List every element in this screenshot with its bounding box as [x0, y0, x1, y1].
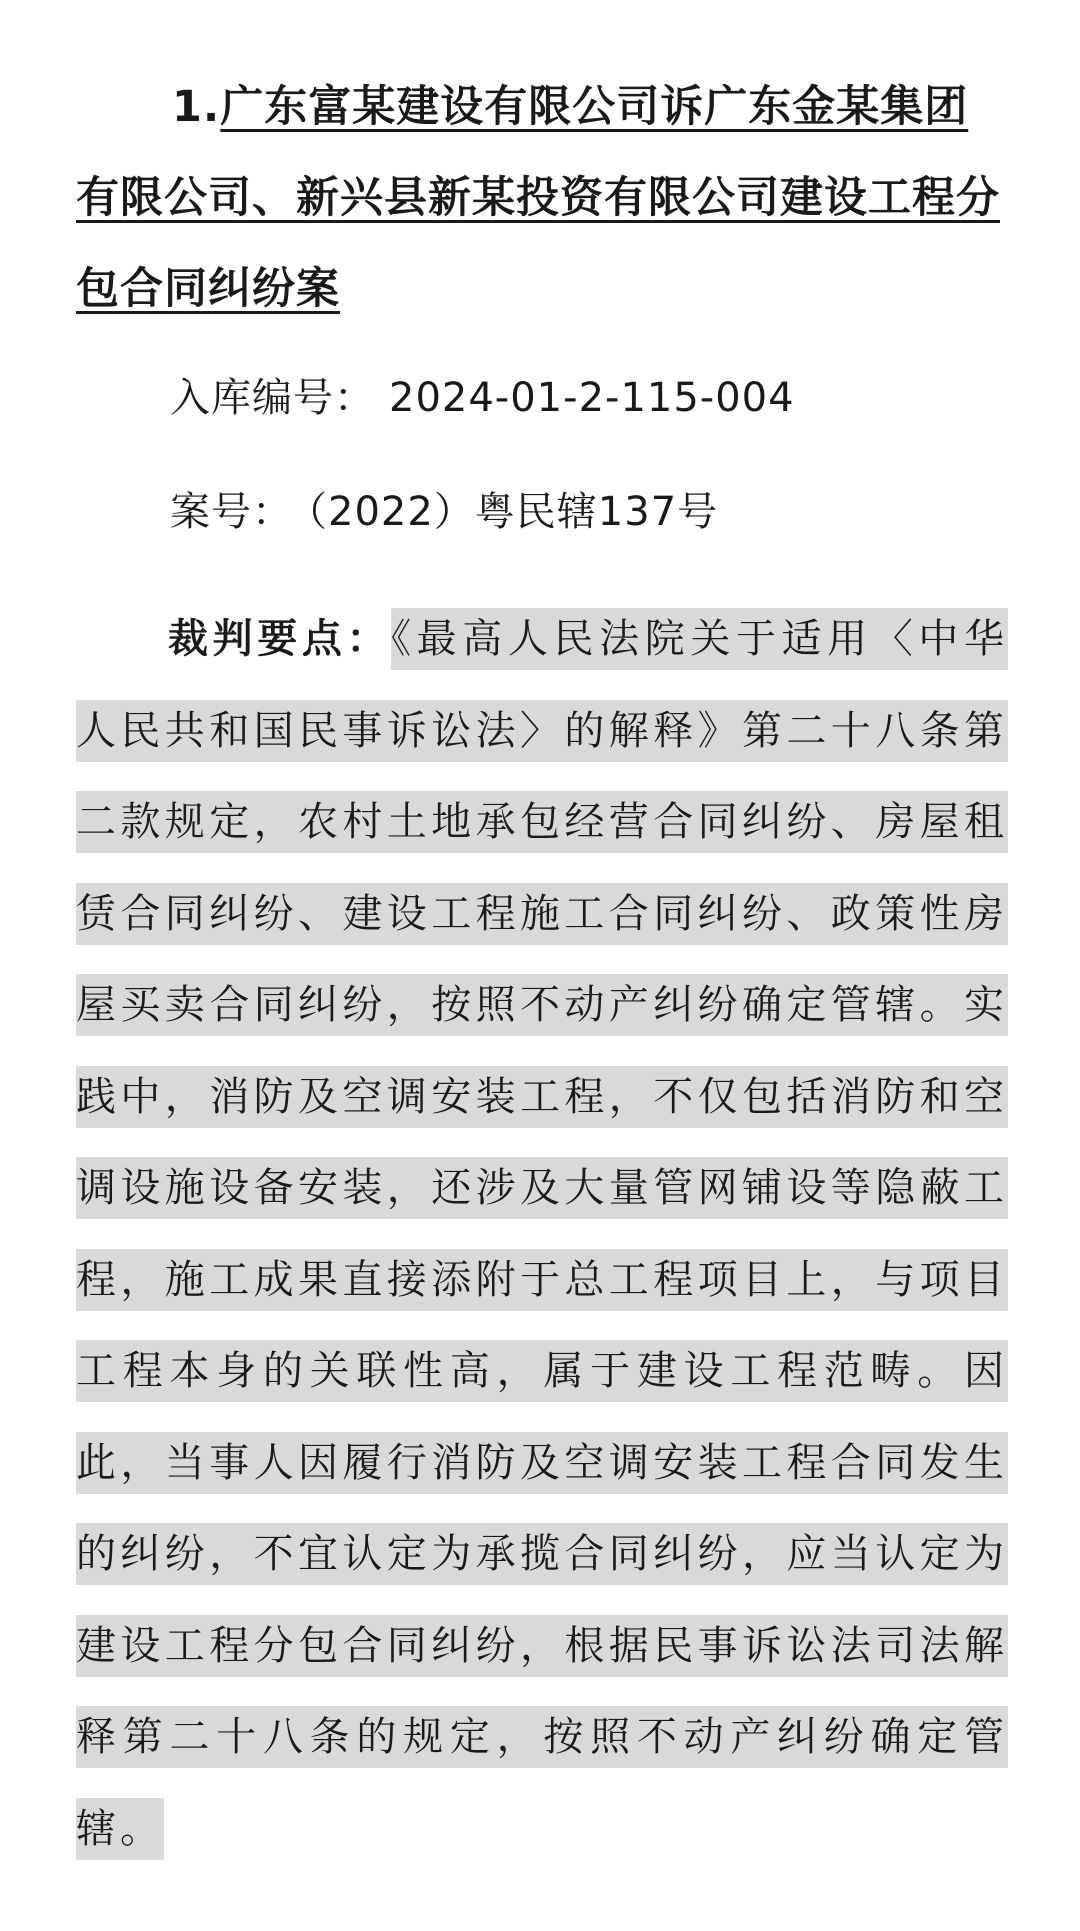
case-title-text: 广东富某建设有限公司诉广东金某集团有限公司、新兴县新某投资有限公司建设工程分包合同纠纷案: [76, 82, 1000, 314]
entry-number-value: 2024-01-2-115-004: [389, 375, 795, 421]
entry-number-line: [170, 370, 795, 426]
case-no-label: 案号：: [170, 489, 293, 535]
holding-label: 裁判要点：: [168, 616, 392, 662]
holding-paragraph: [76, 594, 1008, 1875]
case-title: [76, 62, 1008, 335]
holding-text: 《最高人民法院关于适用〈中华人民共和国民事诉讼法〉的解释》第二十八条第二款规定，农村土地承包经营合同纠纷、房屋租赁合同纠纷、建设工程施工合同纠纷、政策性房屋买卖合同纠纷，按照不动产纠纷确定管辖。实践中，消防及空调安装工程，不仅包括消防和空调设施设备安装，还涉及大量管网铺设等隐蔽工程，施工成果直接添附于总工程项目上，与项目工程本身的关联性高，属于建设工程范畴。因此，当事人因履行消防及空调安装工程合同发生的纠纷，不宜认定为承揽合同纠纷，应当认定为建设工程分包合同纠纷，根据民事诉讼法司法解释第二十八条的规定，按照不动产纠纷确定管辖。: [76, 608, 1008, 1860]
case-no-value: （2022）粤民辖137号: [307, 489, 719, 535]
case-number: 1.: [172, 82, 221, 132]
case-no-line: [170, 484, 718, 540]
entry-number-label: 入库编号：: [170, 375, 375, 421]
